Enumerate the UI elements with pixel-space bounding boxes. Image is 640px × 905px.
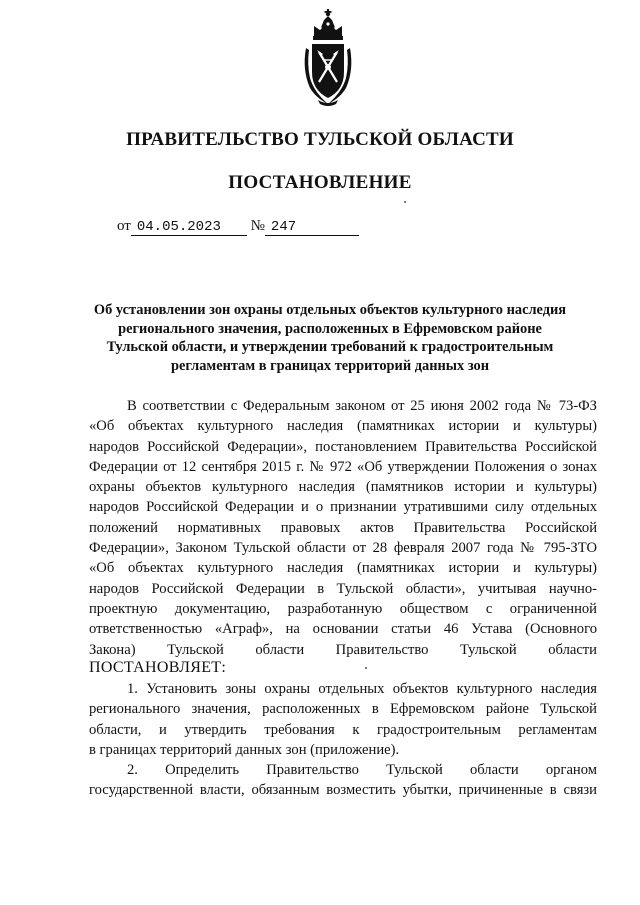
text-line: 1. Установить зоны охраны отдельных объектов культурного наследия (127, 681, 597, 697)
text-line: охраны объектов культурного наследия (памятников истории и культуры) (89, 479, 597, 496)
text-line: народов Российской Федерации и о признании утратившими силу отдельных (89, 499, 597, 516)
title-line: Тульской области, и утверждении требований к градостроительным (106, 339, 554, 355)
date-prefix: от (117, 218, 131, 234)
item-2-paragraph (89, 760, 597, 801)
title-line: регионального значения, расположенных в Ефремовском районе (118, 320, 542, 337)
document-number: 247 (265, 220, 359, 236)
text-line: ответственностью «Аграф», на основании статьи 46 Устава (Основного (89, 621, 597, 638)
document-type: ПОСТАНОВЛЕНИЕ (228, 172, 412, 193)
text-line: Закона) Тульской области Правительство Тульской области (89, 641, 597, 658)
government-name: ПРАВИТЕЛЬСТВО ТУЛЬСКОЙ ОБЛАСТИ (126, 129, 514, 150)
text-line: области, и утвердить требования к градостроительным регламентам (89, 721, 597, 738)
title-line: Об установлении зон охраны отдельных объектов культурного наследия (93, 302, 567, 318)
text-line: 2. Определить Правительство Тульской области органом (127, 762, 597, 778)
scan-speck (404, 201, 406, 203)
document-title (80, 301, 580, 375)
text-line: государственной власти, обязанным возместить убытки, причиненные в связи (89, 782, 597, 799)
title-line: регламентам в границах территорий данных зон (170, 357, 490, 374)
resolves-heading: ПОСТАНОВЛЯЕТ: (89, 659, 227, 676)
number-prefix: № (250, 218, 265, 234)
item-1-paragraph (89, 679, 597, 760)
tula-coat-of-arms-icon (300, 8, 356, 108)
scan-speck (365, 667, 367, 669)
preamble-paragraph (89, 396, 597, 660)
text-line: «Об объектах культурного наследия (памятниках истории и культуры) (89, 560, 597, 577)
text-line: «Об объектах культурного наследия (памятниках истории и культуры) (89, 418, 597, 435)
text-line: Федерации от 12 сентября 2015 г. № 972 «Об утверждении Положения о зонах (89, 458, 597, 475)
text-line: проектную документацию, разработанную обществом с ограниченной (89, 600, 597, 617)
text-line: народов Российской Федерации», постановлением Правительства Российской (89, 438, 597, 455)
text-line: Федерации», Законом Тульской области от 28 февраля 2007 года № 795-ЗТО (89, 540, 597, 557)
text-line: положений нормативных правовых актов Правительства Российской (89, 519, 597, 536)
text-line: В соответствии с Федеральным законом от 25 июня 2002 года № 73-ФЗ (127, 398, 597, 414)
text-line: народов Российской Федерации в Тульской области», учитывая научно- (89, 580, 597, 597)
document-date: 04.05.2023 (131, 220, 247, 236)
date-number-line (117, 218, 359, 236)
text-line: регионального значения, расположенных в Ефремовском районе Тульской (89, 701, 597, 718)
text-line: в границах территорий данных зон (приложение). (89, 741, 400, 758)
